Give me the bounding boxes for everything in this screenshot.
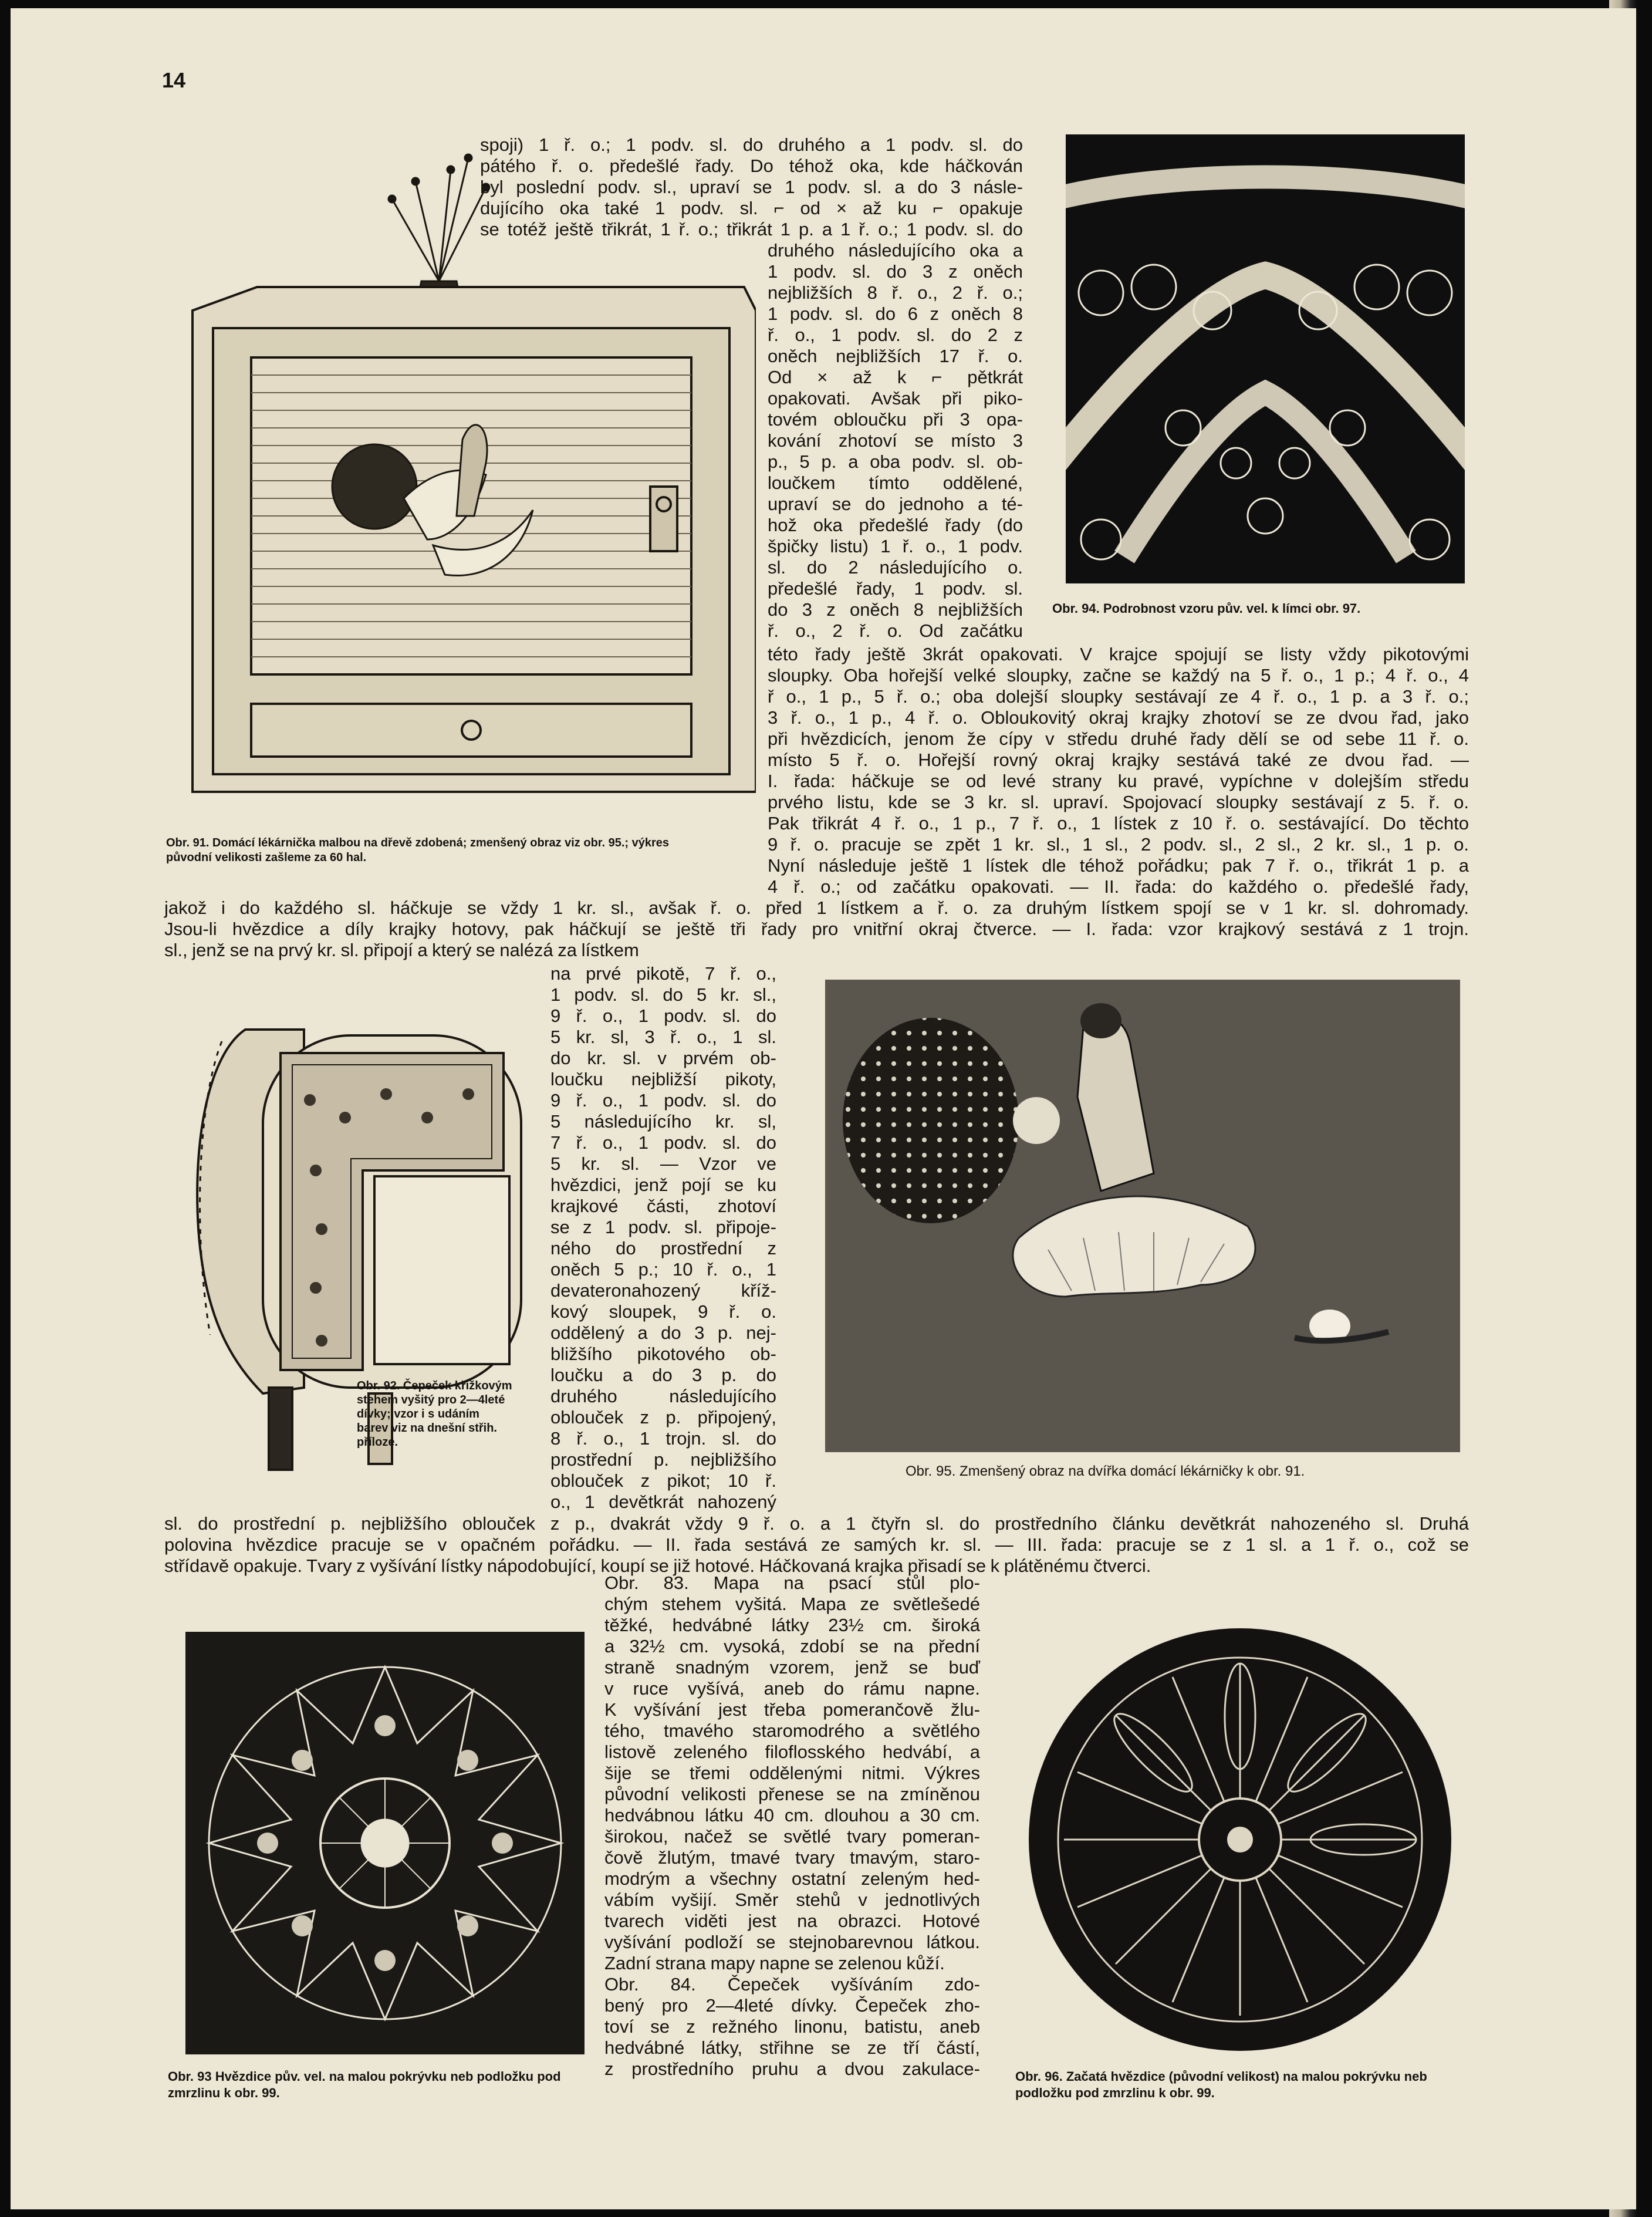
text-line: oblouček z p. připojený, xyxy=(550,1407,776,1428)
text-low-full xyxy=(164,1513,1469,1577)
text-line: tvarech viděti jest na obrazci. Hotové xyxy=(604,1911,980,1931)
figure-93-caption: Obr. 93 Hvězdice pův. vel. na malou pokrývku neb podložku pod zmrzlinu k obr. 99. xyxy=(168,2069,561,2100)
text-line: opakovati. Avšak při piko- xyxy=(768,388,1023,409)
text-line: ř. o., 2 ř. o. Od začátku xyxy=(768,620,1023,641)
text-line: Nyní následuje ještě 1 lístek dle téhož pořádku; pak 7 ř. o., třikrát 1 p. a xyxy=(768,855,1469,876)
cabinet-body xyxy=(192,287,756,792)
text-line: prvého listu, kde se 3 kr. sl. upraví. Spojovací sloupky sestávají z 5. ř. o. xyxy=(768,792,1469,812)
text-mid-right xyxy=(768,644,1469,897)
text-line: toví se z režného linonu, batistu, aneb xyxy=(604,2016,980,2037)
text-line: pátého ř. o. předešlé řady. Do téhož oka, kde háčkován xyxy=(480,156,1023,176)
text-line: Pak třikrát 4 ř. o., 1 p., 7 ř. o., 1 lístek z 10 ř. o. sestávající. Do těchto xyxy=(768,813,1469,834)
text-line: I. řada: háčkuje se od levé strany ku pravé, vypíchne v dolejším středu xyxy=(768,771,1469,791)
figure-91-caption: Obr. 91. Domácí lékárnička malbou na dřevě zdobená; zmenšený obraz viz obr. 95.; výkres původní velikosti zašleme za 60 hal. xyxy=(166,836,670,864)
text-line: střídavě opakuje. Tvary z vyšívání lístky nápodobující, koupí se již hotové. Háčkovaná krajka přisadí se k plátěnému čtverci. xyxy=(164,1555,1151,1576)
text-line: do 3 z oněch 8 nejbližších xyxy=(768,599,1023,620)
text-line: tovém obloučku při 3 opa- xyxy=(768,409,1023,430)
figure-95-mushroom-painting xyxy=(825,980,1460,1452)
text-line: chým stehem vyšitá. Mapa ze světlešedé xyxy=(604,1594,980,1614)
text-line: loučku nejbližší pikoty, xyxy=(550,1069,776,1089)
text-line: jakož i do každého sl. háčkuje se vždy 1 kr. sl., avšak ř. o. před 1 lístkem a ř. o. za druhým lístkem spojí se v 1 kr. sl. dohromady. xyxy=(164,897,1469,918)
text-line: kování zhotoví se místo 3 xyxy=(768,430,1023,451)
text-line: devateronahozený kříž- xyxy=(550,1280,776,1301)
text-line: vábím vyšijí. Směr stehů v jednotlivých xyxy=(604,1889,980,1910)
magazine-page xyxy=(11,8,1636,2209)
text-line: 8 ř. o., 1 trojn. sl. do xyxy=(550,1428,776,1449)
figure-95-caption: Obr. 95. Zmenšený obraz na dvířka domácí lékárničky k obr. 91. xyxy=(906,1463,1305,1479)
text-top-narrow xyxy=(768,240,1023,642)
text-col-mid xyxy=(550,963,776,1513)
text-line: 9 ř. o., 1 podv. sl. do xyxy=(550,1005,776,1026)
text-line: hož oka předešlé řady (do xyxy=(768,515,1023,535)
text-line: sloupky. Oba hořejší velké sloupky, začne se každý na 5 ř. o., 1 p.; 4 ř. o., 4 xyxy=(768,665,1469,686)
text-col-bottom xyxy=(604,1573,980,2080)
text-line: loučku a do 3 p. do xyxy=(550,1365,776,1385)
figure-94-lace-detail xyxy=(1066,134,1465,583)
text-line: se totéž ještě třikrát, 1 ř. o.; třikrát 1 p. a 1 ř. o.; 1 podv. sl. do xyxy=(480,219,1023,239)
text-line: a 32½ cm. vysoká, zdobí se na přední xyxy=(604,1636,980,1656)
text-line: tého, tmavého staromodrého a světlého xyxy=(604,1720,980,1741)
figure-96-started-star xyxy=(1017,1619,1463,2060)
figure-93-star-doily xyxy=(185,1632,585,2054)
text-line: do kr. sl. v prvém ob- xyxy=(550,1048,776,1068)
figure-91-medicine-cabinet xyxy=(181,134,756,856)
text-line: spoji) 1 ř. o.; 1 podv. sl. do druhého a 1 podv. sl. do xyxy=(480,134,1023,155)
text-line: hedvábné látky, střihne se ze tří částí, xyxy=(604,2037,980,2058)
text-line: předešlé řady, 1 podv. sl. xyxy=(768,578,1023,599)
lace-bands xyxy=(1066,177,1465,558)
text-line: 4 ř. o.; od začátku opakovati. — II. řada: do každého o. předešlé řady, xyxy=(768,876,1469,897)
text-line: o., 1 devětkrát nahozený xyxy=(550,1492,776,1512)
text-line: 9 ř. o. pracuje se zpět 1 kr. sl., 1 sl., 2 podv. sl., 2 sl., 2 kr. sl., 1 p. o. xyxy=(768,834,1469,855)
figure-92-caption: Obr. 92. Čepeček křížkovým stehem vyšitý pro 2—4leté dívky; vzor i s udáním barev viz na dnešní střih. příloze. xyxy=(357,1379,512,1449)
text-line: původní velikosti přenese se na zmíněnou xyxy=(604,1784,980,1804)
text-line: širokou, načež se světlé tvary pomeran- xyxy=(604,1826,980,1847)
text-line: sl. do prostřední p. nejbližšího oblouček z p., dvakrát vždy 9 ř. o. a 1 čtyřn sl. do prostředního článku devětkrát nahozeného sl. Druhá xyxy=(164,1513,1469,1534)
text-line: 5 kr. sl. — Vzor ve xyxy=(550,1153,776,1174)
text-mid-full xyxy=(164,897,1469,961)
text-line: ř o., 1 p., 5 ř. o.; oba dolejší sloupky sestávají ze 4 ř. o., 1 p. a 3 ř. o.; xyxy=(768,686,1469,707)
text-line: hvězdici, jenž pojí se ku xyxy=(550,1175,776,1195)
text-line: bený pro 2—4leté dívky. Čepeček zho- xyxy=(604,1995,980,2016)
text-line: Zadní strana mapy napne se zelenou kůží. xyxy=(604,1953,945,1973)
text-line: z prostředního pruhu a dvou zakulace- xyxy=(604,2059,980,2079)
text-line: 1 podv. sl. do 6 z oněch 8 xyxy=(768,303,1023,324)
text-line: místo 5 ř. o. Hořejší rovný okraj krajky sestává také ze dvou řad. — xyxy=(768,750,1469,770)
text-line: bližšího pikotového ob- xyxy=(550,1344,776,1364)
text-line: Jsou-li hvězdice a díly krajky hotovy, pak háčkují se ještě tři řady pro vnitřní okraj čtverce. — I. řada: vzor krajkový sestává z 1 trojn. xyxy=(164,919,1469,939)
text-line: Obr. 83. Mapa na psací stůl plo- xyxy=(604,1573,980,1593)
text-line: listově zeleného filoflosského hedvábí, a xyxy=(604,1742,980,1762)
text-line: šije se třemi oddělenými nitmi. Výkres xyxy=(604,1763,980,1783)
text-line: hedvábnou látku 40 cm. dlouhou a 30 cm. xyxy=(604,1805,980,1825)
text-line: polovina hvězdice pracuje se v opačném pořádku. — II. řada sestává ze samých kr. sl. — III. řada: pracuje se z 1 sl. a 1 ř. o., což se xyxy=(164,1534,1469,1555)
text-line: kový sloupek, 9 ř. o. xyxy=(550,1301,776,1322)
text-line: krajkové části, zhotoví xyxy=(550,1196,776,1216)
text-line: sl., jenž se na prvý kr. sl. připojí a který se nalézá za lístkem xyxy=(164,940,639,960)
spotted-mushroom-cap xyxy=(843,1018,1019,1223)
text-line: těžké, hedvábné látky 23½ cm. široká xyxy=(604,1615,980,1635)
page-number: 14 xyxy=(162,68,186,92)
text-line: čově žlutým, tmavé tvary tmavým, staro- xyxy=(604,1847,980,1868)
lace-picots xyxy=(1079,265,1452,559)
text-line: Od × až k ⌐ pětkrát xyxy=(768,367,1023,387)
text-line: oblouček z pikot; 10 ř. xyxy=(550,1470,776,1491)
text-line: 5 následujícího kr. sl, xyxy=(550,1111,776,1132)
text-line: sl. do 2 následujícího o. xyxy=(768,557,1023,578)
text-line: oněch nejbližších 17 ř. o. xyxy=(768,346,1023,366)
text-line: dujícího oka také 1 podv. sl. ⌐ od × až ku ⌐ opakuje xyxy=(480,198,1023,218)
figure-94-caption: Obr. 94. Podrobnost vzoru pův. vel. k límci obr. 97. xyxy=(1052,601,1361,616)
text-line: v ruce vyšívá, aneb do rámu napne. xyxy=(604,1678,980,1699)
text-line: Obr. 84. Čepeček vyšíváním zdo- xyxy=(604,1974,980,1995)
text-line: špičky listu) 1 ř. o., 1 podv. xyxy=(768,536,1023,556)
text-line: 9 ř. o., 1 podv. sl. do xyxy=(550,1090,776,1111)
text-line: ř. o., 1 podv. sl. do 2 z xyxy=(768,325,1023,345)
text-line: straně snadným vzorem, jenž se buď xyxy=(604,1657,980,1678)
text-line: byl poslední podv. sl., upraví se 1 podv. sl. a do 3 násle- xyxy=(480,177,1023,197)
text-line: prostřední p. nejbližšího xyxy=(550,1449,776,1470)
text-line: 3 ř. o., 1 p., 4 ř. o. Obloukovitý okraj krajky zhotoví se ze dvou řad, jako xyxy=(768,707,1469,728)
text-line: modrým a všechny ostatní zeleným hed- xyxy=(604,1868,980,1889)
text-line: druhého následujícího xyxy=(550,1386,776,1406)
text-line: při hvězdicích, jenom že cípy v středu druhé řady dělí se od sebe 11 ř. o. xyxy=(768,728,1469,749)
text-line: loučkem tímto oddělené, xyxy=(768,473,1023,493)
text-line: upraví se do jednoho a té- xyxy=(768,494,1023,514)
text-line: druhého následujícího oka a xyxy=(768,240,1023,261)
text-line: vyšívání podloží se stejnobarevnou látkou. xyxy=(604,1932,980,1952)
text-line: 1 podv. sl. do 3 z oněch xyxy=(768,261,1023,282)
text-line: ného do prostřední z xyxy=(550,1238,776,1258)
text-line: 7 ř. o., 1 podv. sl. do xyxy=(550,1132,776,1153)
text-line: na prvé pikotě, 7 ř. o., xyxy=(550,963,776,984)
text-top-full xyxy=(480,134,1023,240)
text-line: oddělený a do 3 p. nej- xyxy=(550,1322,776,1343)
text-line: 5 kr. sl, 3 ř. o., 1 sl. xyxy=(550,1027,776,1047)
figure-96-caption: Obr. 96. Začatá hvězdice (původní velikost) na malou pokrývku neb podložku pod zmrzlinu k obr. 99. xyxy=(1015,2069,1427,2100)
text-line: této řady ještě 3krát opakovati. V krajce spojují se listy vždy pikotovými xyxy=(768,644,1469,664)
text-line: nejbližších 8 ř. o., 2 ř. o.; xyxy=(768,282,1023,303)
text-line: se z 1 podv. sl. připoje- xyxy=(550,1217,776,1237)
text-line: p., 5 p. a oba podv. sl. ob- xyxy=(768,451,1023,472)
text-line: K vyšívání jest třeba pomerančově žlu- xyxy=(604,1699,980,1720)
text-line: 1 podv. sl. do 5 kr. sl., xyxy=(550,984,776,1005)
text-line: oněch 5 p.; 10 ř. o., 1 xyxy=(550,1259,776,1280)
